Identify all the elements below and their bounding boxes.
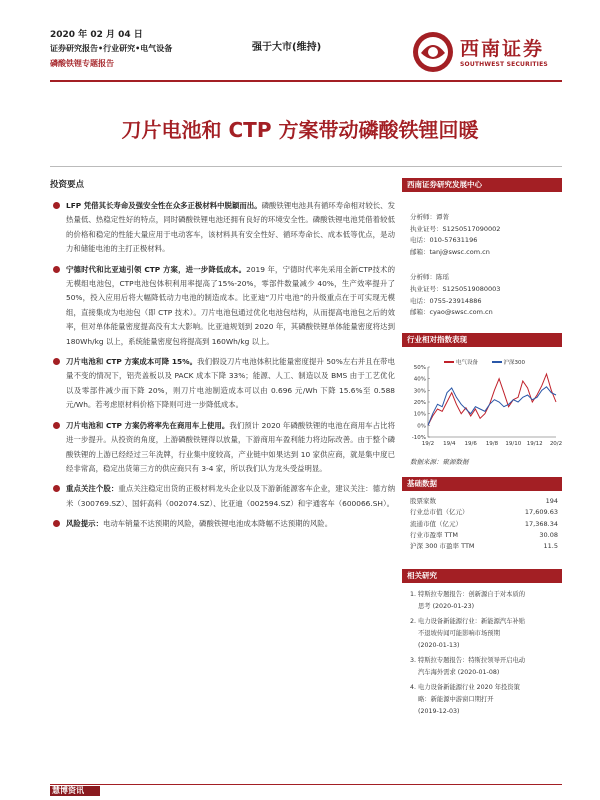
- analyst-license: 执业证号：S1250517090002: [410, 224, 501, 233]
- report-type: 证券研究报告•行业研究•电气设备: [50, 44, 173, 53]
- related-item[interactable]: 2. 电力设备新能源行业：新能源汽车补贴 不退坡传闻可能影响市场预期 (2020-01-13): [410, 617, 526, 649]
- footer-divider: [50, 784, 562, 785]
- related-item[interactable]: 1. 特斯拉专题报告：创新源自于对本质的 思考 (2020-01-23): [410, 590, 526, 610]
- stats-heading: 基础数据: [402, 477, 562, 491]
- bullet-icon: [53, 202, 60, 209]
- related-item[interactable]: 4. 电力设备新能源行业 2020 年投资策 略：新能源中游窗口期打开 (2019-12-03): [410, 683, 520, 715]
- point-text: 我们假设刀片电池体积比能量密度提升 50%左右并且在带电量不变的情况下，铝壳盖板以及 PACK 成本下降 33%；能源、人工、制造以及 BMS 由于工艺优化以及零部件减少而下降 20%，则刀片电池制造成本可以由 0.696 元/Wh 下降 15.6%至 0.588 元/Wh。若考虑原材料价格下降则可进一步降低成本。: [66, 357, 396, 410]
- point-heading: 重点关注个股：: [66, 484, 119, 494]
- y-tick-label: 30%: [413, 388, 426, 395]
- summary-point: [50, 482, 395, 511]
- summary-heading: 投资要点: [50, 180, 85, 190]
- stat-row: 流通市值（亿元） 17,368.34: [410, 519, 558, 528]
- report-title: 刀片电池和 CTP 方案带动磷酸铁锂回暖: [121, 118, 479, 142]
- y-tick-label: 20%: [413, 399, 426, 406]
- point-text: 重点关注稳定出货的正极材料龙头企业以及下游新能源客车企业，建议关注：德方纳米（300769.SZ）、国轩高科（002074.SZ）、比亚迪（002594.SZ）和宇通客车（600066.SH）。: [66, 484, 395, 508]
- team-heading: 西南证券研究发展中心: [402, 178, 562, 192]
- stats-table: [402, 491, 562, 553]
- y-tick-label: 10%: [413, 411, 426, 418]
- x-tick-label: 19/10: [505, 440, 522, 447]
- summary-point: [50, 419, 395, 477]
- analyst-phone: 电话：010-57631196: [410, 236, 478, 245]
- y-tick-label: -10%: [411, 434, 426, 441]
- relative-index-chart: [402, 355, 562, 455]
- point-heading: LFP 凭借其长寿命及强安全性在众多正极材料中脱颖而出。: [66, 201, 262, 210]
- chart-svg: [402, 355, 562, 455]
- header-meta: [50, 28, 250, 72]
- x-tick-label: 19/4: [443, 440, 456, 447]
- x-tick-label: 20/2: [549, 440, 562, 447]
- point-text: 2019 年，宁德时代率先采用全新CTP技术的无模组电池包，CTP电池包体积利用率提高了15%-20%，零部件数量减少 40%，生产效率提升了 50%，投入应用后将大幅降低动力电池的制造成本。比亚迪“刀片电池”的升级重点在于可实现无模组，直接集成为电池包（即 CTP 技术）。刀片电池包通过优化电池包结构，从而提高电池包之后的效率，但对单体能量密度提高没有太大影响。比亚迪规划到 2020 年，其磷酸铁锂单体能量密度将达到 180Wh/kg 以上，系统能量密度包将提高到 160Wh/kg 以上。: [66, 264, 396, 346]
- bullet-icon: [53, 358, 60, 365]
- stat-row: 行业总市值（亿元） 17,609.63: [410, 508, 558, 517]
- stat-row: 沪深 300 市盈率 TTM 11.5: [410, 542, 558, 551]
- y-tick-label: 40%: [413, 376, 426, 383]
- y-tick-label: 0%: [417, 423, 426, 430]
- chart-legend: [444, 358, 525, 366]
- x-tick-label: 19/12: [526, 440, 543, 447]
- related-item[interactable]: 3. 特斯拉专题报告：特斯拉领导开启电动 汽车海外需求 (2020-01-08): [410, 656, 526, 676]
- x-tick-label: 19/6: [464, 440, 477, 447]
- analyst-email[interactable]: 邮箱：cyao@swsc.com.cn: [410, 308, 493, 317]
- industry-rating: 强于大市(维持): [252, 42, 322, 53]
- analyst-info: [402, 192, 562, 319]
- logo-text-en: SOUTHWEST SECURITIES: [460, 61, 548, 68]
- analyst-phone: 电话：0755-23914886: [410, 296, 482, 305]
- legend-label: 电气设备: [456, 359, 479, 366]
- summary-point: [50, 517, 395, 531]
- legend-label: 沪深300: [503, 359, 526, 366]
- point-text: 我们预计 2020 年磷酸铁锂的电池在商用车占比将进一步提升。从投资的角度，上游磷酸铁锂得以放量，下游商用车盈利能力将边际改善。由于整个磷酸铁锂的上游已经经过三年洗牌，行业集中度较高，产业链中如果达到 10 家供应商，就是集中度已经非常高，稳定出货第三方的供应商只有 3-4 家，所以我们认为龙头受益明显。: [66, 420, 396, 473]
- x-tick-label: 19/2: [421, 440, 435, 447]
- series-line-0: [428, 374, 556, 425]
- report-series: 磷酸铁锂专题报告: [50, 59, 114, 68]
- sidebar: [402, 178, 562, 721]
- summary-point: [50, 199, 395, 257]
- point-text: 电动车销量不达预期的风险，磷酸铁锂电池成本降幅不达预期的风险。: [102, 519, 333, 529]
- summary-point: [50, 355, 395, 413]
- page-footer: [0, 778, 600, 800]
- bullet-icon: [53, 485, 60, 492]
- related-heading: 相关研究: [402, 569, 562, 583]
- point-text: 磷酸铁锂电池具有循环寿命相对较长、发热量低、热稳定性好的特点，同时磷酸铁锂电池还拥有良好的环境安全性。磷酸铁锂电池凭借着较低的价格和稳定的性能大量应用于电动客车，该材料具有安全性好、循环寿命长、成本低等优点，是动力和储能电池的主打正极材料。: [66, 201, 395, 254]
- point-heading: 风险提示：: [66, 519, 103, 529]
- x-tick-label: 19/8: [485, 440, 499, 447]
- logo-text-cn: 西南证券: [460, 38, 545, 60]
- bullet-icon: [53, 520, 60, 527]
- series-line-1: [428, 387, 556, 426]
- chart-source: 数据来源：聚源数据: [410, 457, 469, 466]
- y-tick-label: 50%: [413, 364, 426, 371]
- analyst-license: 执业证号：S1250519080003: [410, 284, 501, 293]
- report-date: 2020 年 02 月 04 日: [50, 30, 143, 40]
- watermark-text: 慧博资讯: [52, 786, 84, 795]
- stat-row: 股票家数 194: [410, 496, 558, 505]
- investment-summary: [50, 178, 395, 538]
- summary-point: [50, 263, 395, 349]
- legend-swatch: [492, 361, 502, 363]
- bullet-icon: [53, 422, 60, 429]
- related-list: [402, 583, 562, 718]
- chart-heading: 行业相对指数表现: [402, 333, 562, 347]
- analyst-name: 分析师：谭菁: [410, 213, 449, 221]
- title-divider: [50, 166, 562, 167]
- point-heading: 刀片电池和 CTP 方案成本可降 15%。: [66, 357, 198, 367]
- point-heading: 宁德时代和比亚迪引领 CTP 方案，进一步降低成本。: [66, 264, 247, 274]
- logo-seal-icon: [412, 31, 454, 73]
- company-logo: [412, 31, 562, 77]
- header-divider: [50, 80, 562, 82]
- point-heading: 刀片电池和 CTP 方案仍将率先在商用车上使用。: [66, 420, 230, 430]
- legend-swatch: [444, 361, 454, 363]
- bullet-icon: [53, 266, 60, 273]
- analyst-email[interactable]: 邮箱：tanj@swsc.com.cn: [410, 247, 490, 256]
- analyst-name: 分析师：陈瑶: [410, 273, 449, 282]
- stat-row: 行业市盈率 TTM 30.08: [410, 530, 558, 539]
